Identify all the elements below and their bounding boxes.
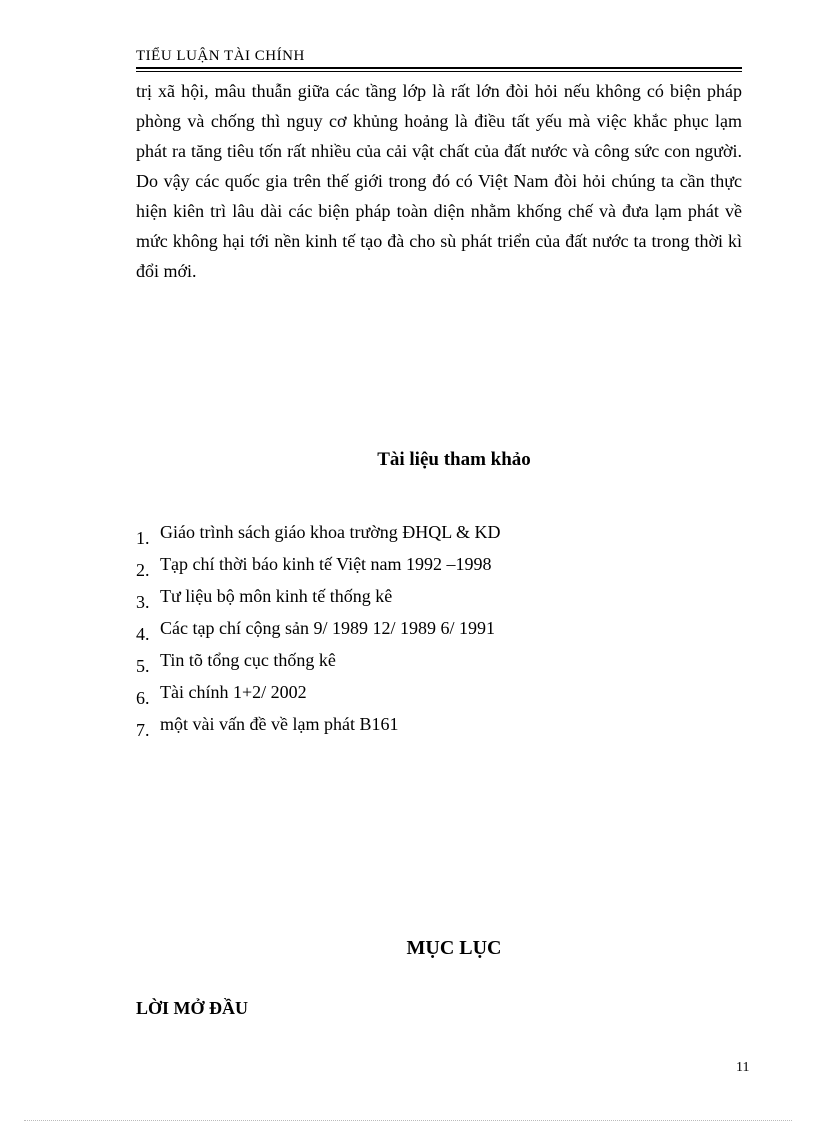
header-rule-thick xyxy=(136,67,742,69)
reference-text: một vài vấn đề về lạm phát B161 xyxy=(160,714,399,734)
reference-item xyxy=(136,554,742,586)
reference-item xyxy=(136,522,742,554)
reference-number: 3. xyxy=(136,592,150,612)
reference-number: 5. xyxy=(136,656,150,676)
reference-text: Tư liệu bộ môn kinh tế thống kê xyxy=(160,586,393,606)
reference-number: 1. xyxy=(136,528,150,548)
body-paragraph: trị xã hội, mâu thuẫn giữa các tầng lớp là rất lớn đòi hỏi nếu không có biện pháp phòng và chống thì nguy cơ khủng hoảng là điều tất yếu mà việc khắc phục lạm phát ra tăng tiêu tốn rất nhiều của cải vật chất của đất nước và công sức con người. Do vậy các quốc gia trên thế giới trong đó có Việt Nam đòi hỏi chúng ta cần thực hiện kiên trì lâu dài các biện pháp toàn diện nhằm khống chế và đưa lạm phát về mức không hại tới nền kinh tế tạo đà cho sù phát triển của đất nước ta trong thời kì đổi mới. xyxy=(136,81,742,281)
reference-item xyxy=(136,586,742,618)
reference-item xyxy=(136,618,742,650)
references-title: Tài liệu tham khảo xyxy=(377,449,531,470)
references-list xyxy=(136,522,742,746)
reference-item xyxy=(136,714,742,746)
page-bottom-dotted-line xyxy=(24,1120,792,1121)
toc-first-heading: LỜI MỞ ĐẦU xyxy=(136,998,248,1018)
header-rule-thin xyxy=(136,71,742,72)
reference-text: Giáo trình sách giáo khoa trường ĐHQL & KD xyxy=(160,522,501,542)
reference-item xyxy=(136,682,742,714)
reference-text: Tài chính 1+2/ 2002 xyxy=(160,682,307,702)
page-number: 11 xyxy=(736,1060,750,1075)
reference-item xyxy=(136,650,742,682)
running-header: TIỂU LUẬN TÀI CHÍNH xyxy=(136,48,305,64)
reference-number: 7. xyxy=(136,720,150,740)
toc-title: MỤC LỤC xyxy=(406,937,502,959)
reference-text: Tin tõ tổng cục thống kê xyxy=(160,650,336,670)
reference-text: Tạp chí thời báo kinh tế Việt nam 1992 –1998 xyxy=(160,554,492,574)
reference-number: 6. xyxy=(136,688,150,708)
reference-number: 4. xyxy=(136,624,150,644)
reference-number: 2. xyxy=(136,560,150,580)
reference-text: Các tạp chí cộng sản 9/ 1989 12/ 1989 6/ 1991 xyxy=(160,618,495,638)
